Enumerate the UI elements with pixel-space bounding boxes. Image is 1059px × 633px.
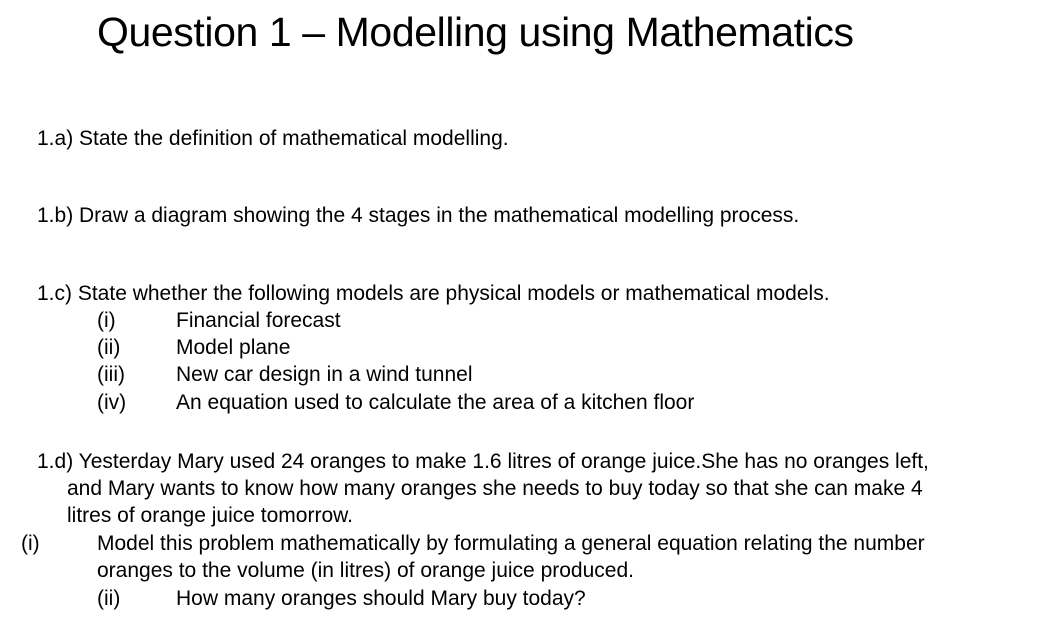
part-ii-text: How many oranges should Mary buy today? [176,587,586,610]
list-item-text: Model plane [176,336,291,359]
list-item-numeral: (iv) [97,391,127,414]
part-i-numeral: (i) [21,532,40,555]
question-1d-line: and Mary wants to know how many oranges she needs to buy today so that she can make 4 [67,477,923,500]
question-1c-prompt: 1.c) State whether the following models are physical models or mathematical models. [37,282,830,305]
question-1d-line: 1.d) Yesterday Mary used 24 oranges to make 1.6 litres of orange juice.She has no oranges left, [37,450,929,473]
list-item-text: Financial forecast [176,309,341,332]
question-1d-line: litres of orange juice tomorrow. [67,504,353,527]
page-title: Question 1 – Modelling using Mathematics [97,9,854,55]
part-ii-numeral: (ii) [97,587,121,610]
list-item-numeral: (ii) [97,336,121,359]
question-1b: 1.b) Draw a diagram showing the 4 stages in the mathematical modelling process. [37,204,800,227]
question-1a: 1.a) State the definition of mathematical modelling. [37,127,509,150]
list-item-text: New car design in a wind tunnel [176,363,473,386]
list-item-numeral: (iii) [97,363,125,386]
part-i-line: oranges to the volume (in litres) of orange juice produced. [97,559,634,582]
list-item-text: An equation used to calculate the area of a kitchen floor [176,391,695,414]
list-item-numeral: (i) [97,309,116,332]
part-i-line: Model this problem mathematically by formulating a general equation relating the number [97,532,925,555]
